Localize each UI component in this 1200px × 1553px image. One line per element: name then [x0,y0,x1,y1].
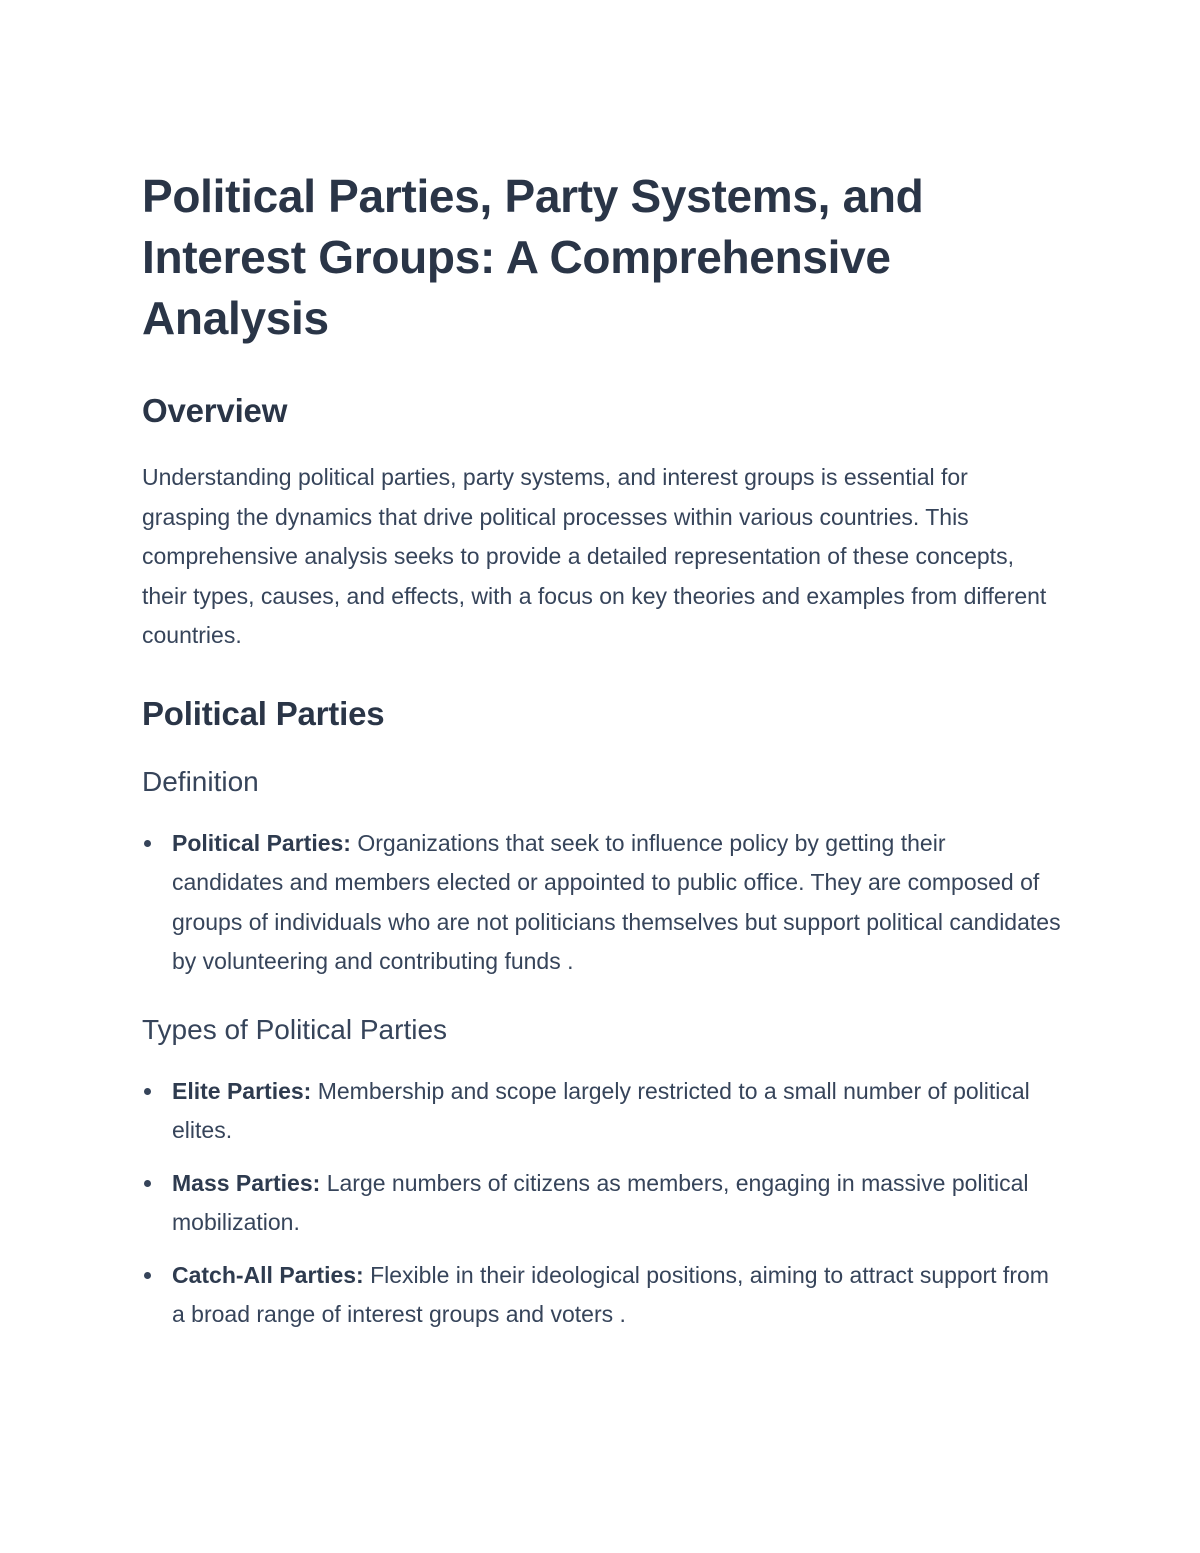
overview-paragraph: Understanding political parties, party systems, and interest groups is essential for grasping the dynamics that drive political processes within various countries. This comprehensive analysis seeks to provide a detailed representation of these concepts, their types, causes, and effects, with a focus on key theories and examples from different countries. [142,464,1047,648]
bullet-icon [144,1272,151,1279]
document-title: Political Parties, Party Systems, and Interest Groups: A Comprehensive Analysis [142,170,924,344]
bullet-icon [144,1180,151,1187]
list-item [142,1072,1062,1151]
list-item [142,824,1062,982]
document-page [142,166,1062,1348]
bullet-icon [144,840,151,847]
subsection-heading-definition: Definition [142,765,259,797]
list-item-term: Elite Parties: [172,1077,312,1104]
list-item-term: Catch-All Parties: [172,1261,364,1288]
section-heading-political-parties: Political Parties [142,694,385,732]
list-item-term: Political Parties: [172,829,351,856]
list-item [142,1164,1062,1243]
bullet-icon [144,1088,151,1095]
subsection-heading-types: Types of Political Parties [142,1013,448,1045]
types-list [142,1072,1062,1335]
definition-list [142,824,1062,982]
section-heading-overview: Overview [142,392,288,429]
list-item-term: Mass Parties: [172,1169,321,1196]
list-item-text: Organizations that seek to influence policy by getting their candidates and members elected or appointed to public office. They are composed of groups of individuals who are not politicians themselves but support political candidates by volunteering and contributing funds . [172,829,1061,974]
list-item-text: Large numbers of citizens as members, engaging in massive political mobilization. [172,1169,1029,1235]
list-item-text: Membership and scope largely restricted to a small number of political elites. [172,1077,1030,1143]
list-item [142,1256,1062,1335]
list-item-text: Flexible in their ideological positions, aiming to attract support from a broad range of interest groups and voters . [172,1261,1049,1327]
